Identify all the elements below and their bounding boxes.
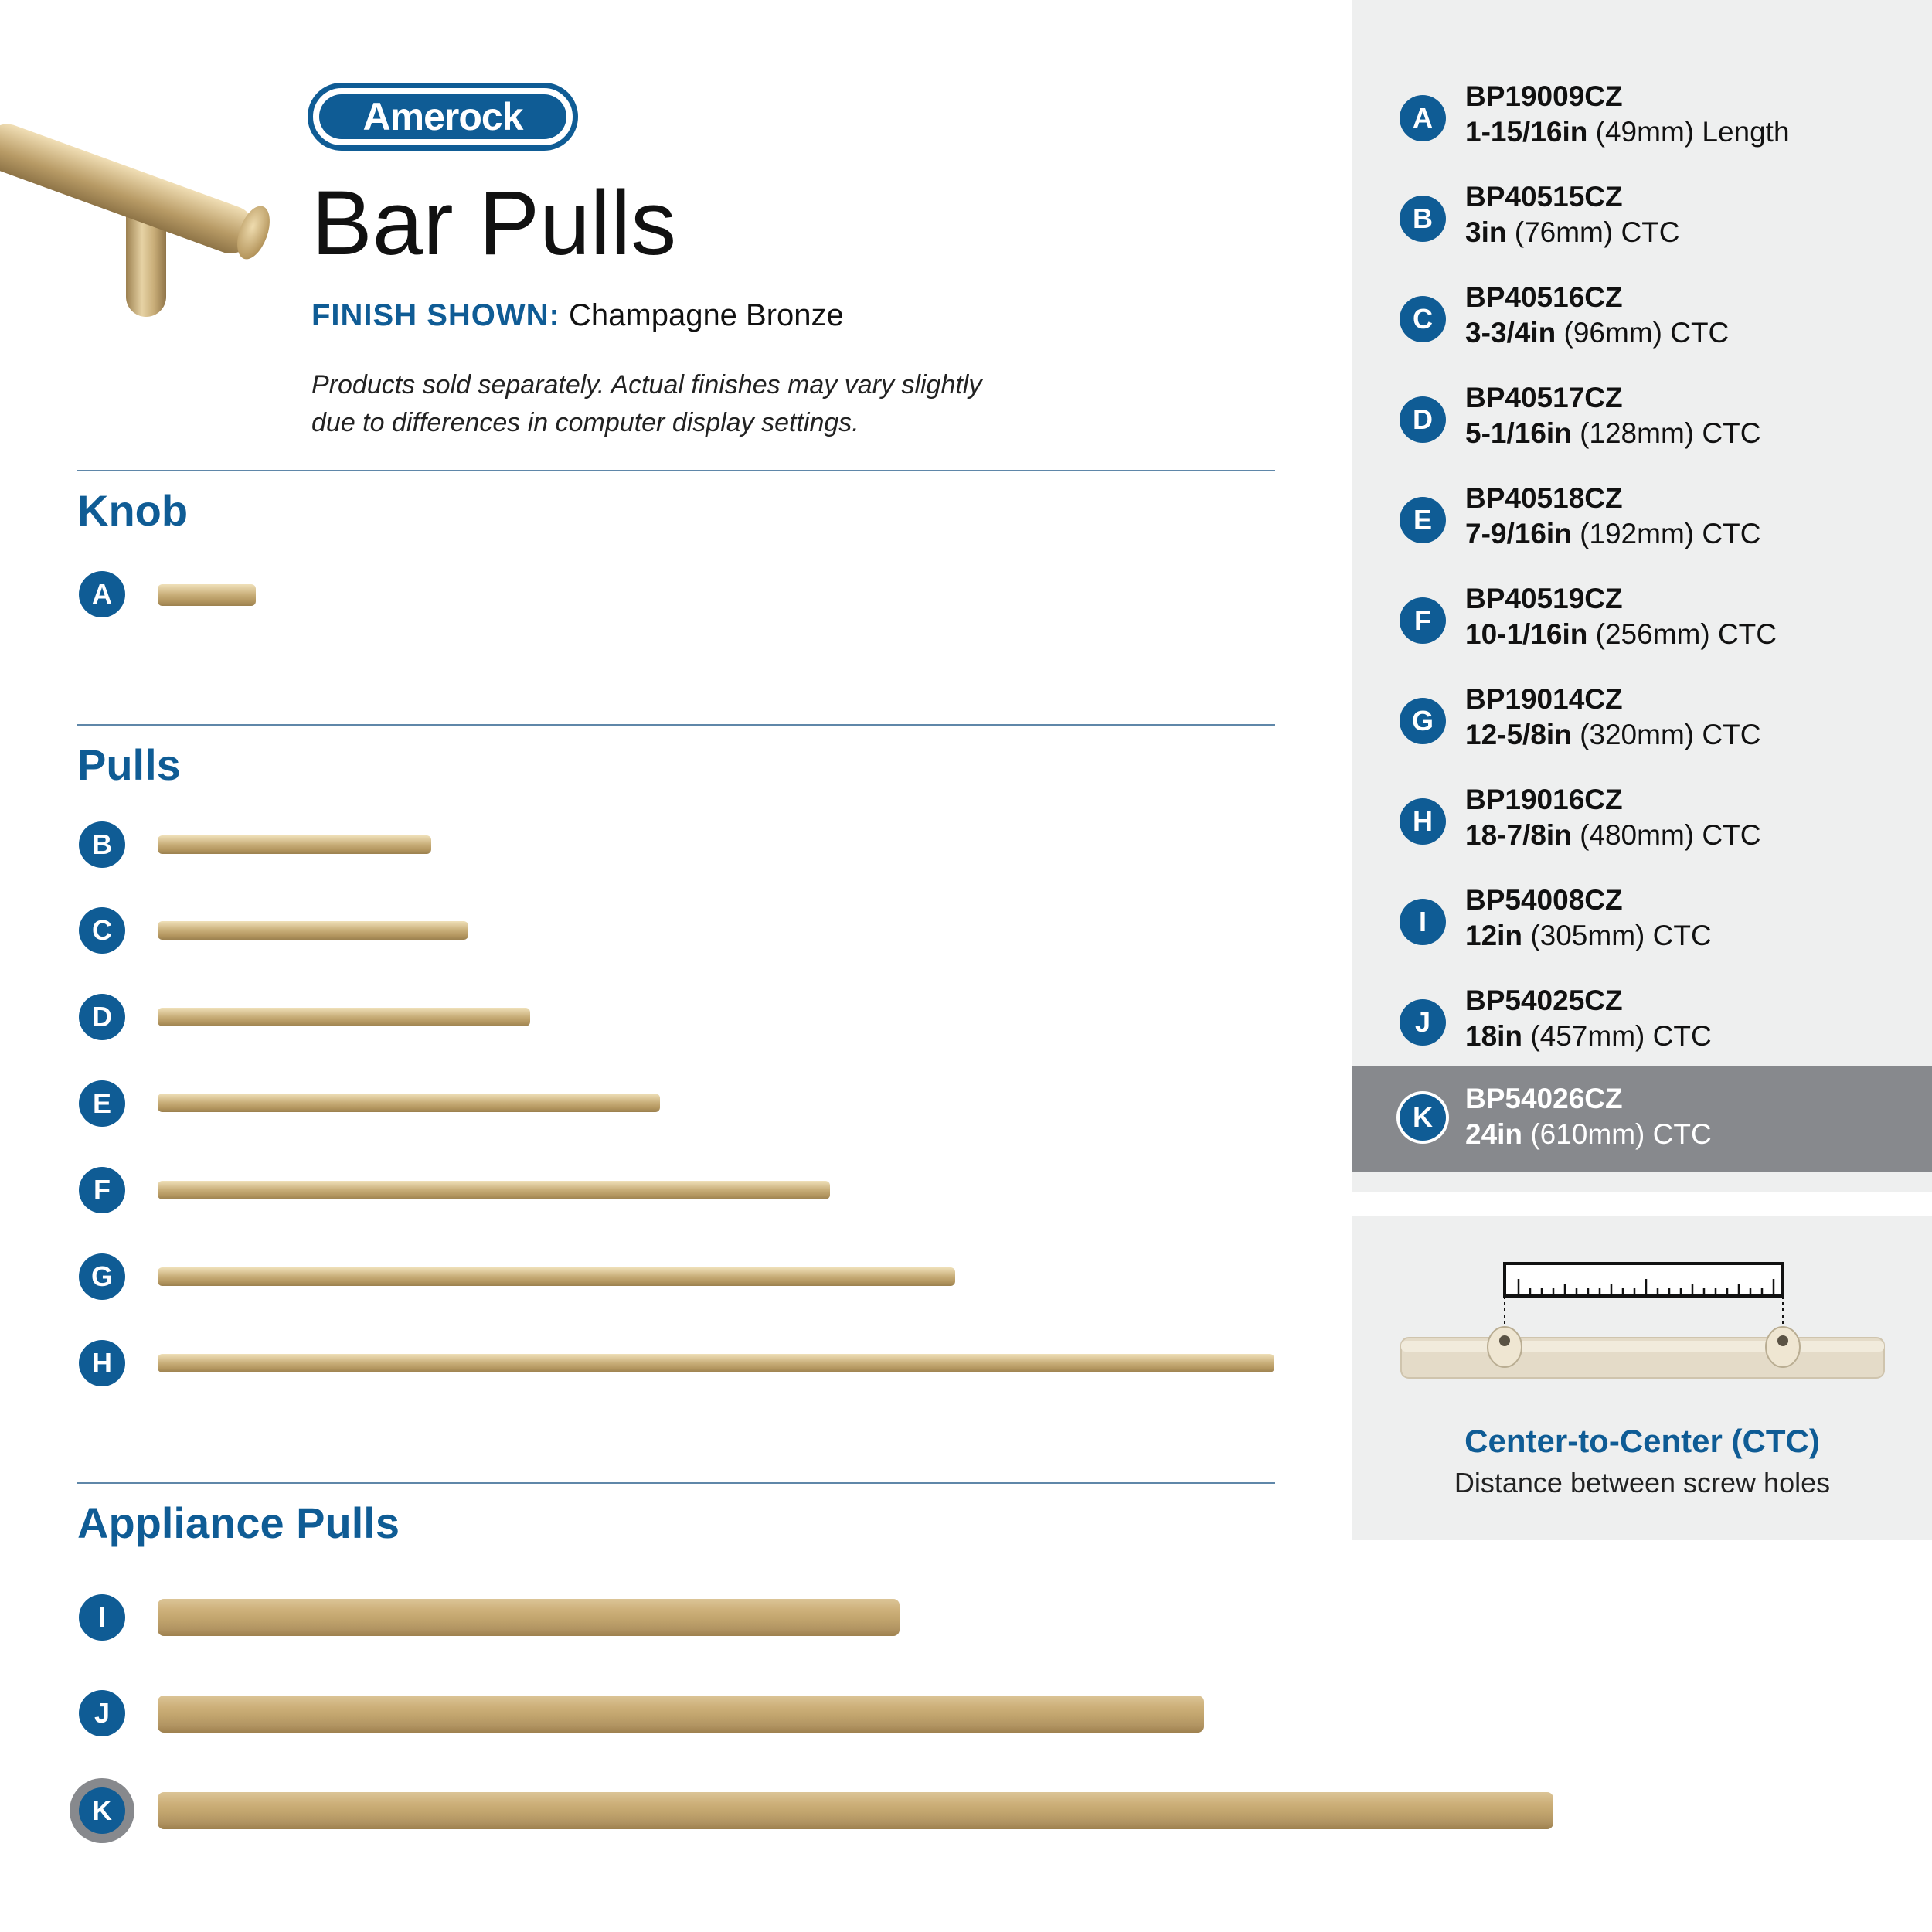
page-title: Bar Pulls bbox=[311, 172, 677, 274]
product-code: BP40519CZ bbox=[1465, 583, 1623, 614]
product-dimension: 18-7/8in (480mm) CTC bbox=[1465, 819, 1761, 851]
product-dimension: 18in (457mm) CTC bbox=[1465, 1020, 1712, 1052]
badge-j[interactable]: J bbox=[79, 1690, 125, 1736]
product-code: BP40517CZ bbox=[1465, 382, 1623, 413]
product-item-c[interactable] bbox=[1352, 270, 1932, 371]
ctc-diagram bbox=[1352, 1216, 1932, 1401]
section-divider bbox=[77, 724, 1275, 726]
product-item-b[interactable] bbox=[1352, 170, 1932, 270]
amerock-logo bbox=[308, 83, 578, 151]
note-line-2: due to differences in computer display settings. bbox=[311, 408, 859, 438]
product-bar-h[interactable] bbox=[158, 1354, 1274, 1372]
badge-d[interactable]: D bbox=[79, 994, 125, 1040]
item-badge: G bbox=[1400, 698, 1446, 744]
product-bar-j[interactable] bbox=[158, 1696, 1204, 1733]
product-dimension: 12-5/8in (320mm) CTC bbox=[1465, 719, 1761, 750]
product-item-f[interactable] bbox=[1352, 572, 1932, 672]
section-divider bbox=[77, 470, 1275, 471]
product-dimension: 12in (305mm) CTC bbox=[1465, 920, 1712, 951]
product-bar-g[interactable] bbox=[158, 1267, 955, 1286]
product-item-a[interactable] bbox=[1352, 70, 1932, 170]
product-code: BP54008CZ bbox=[1465, 884, 1623, 916]
ctc-explainer bbox=[1352, 1216, 1932, 1540]
item-badge: H bbox=[1400, 798, 1446, 845]
item-badge: I bbox=[1400, 899, 1446, 945]
product-bar-c[interactable] bbox=[158, 921, 468, 940]
badge-h[interactable]: H bbox=[79, 1340, 125, 1386]
item-badge: A bbox=[1400, 95, 1446, 141]
product-dimension: 7-9/16in (192mm) CTC bbox=[1465, 518, 1761, 549]
product-bar-b[interactable] bbox=[158, 835, 431, 854]
item-badge: J bbox=[1400, 999, 1446, 1046]
product-bar-i[interactable] bbox=[158, 1599, 900, 1636]
badge-e[interactable]: E bbox=[79, 1080, 125, 1127]
section-heading-appliance-pulls: Appliance Pulls bbox=[77, 1498, 400, 1547]
product-bar-d[interactable] bbox=[158, 1008, 530, 1026]
badge-c[interactable]: C bbox=[79, 907, 125, 954]
product-code: BP40518CZ bbox=[1465, 482, 1623, 514]
badge-i[interactable]: I bbox=[79, 1594, 125, 1641]
badge-b[interactable]: B bbox=[79, 821, 125, 868]
section-divider bbox=[77, 1482, 1275, 1484]
product-bar-f[interactable] bbox=[158, 1181, 830, 1199]
finish-line bbox=[311, 297, 844, 334]
product-bar-e[interactable] bbox=[158, 1094, 660, 1112]
product-code: BP19014CZ bbox=[1465, 683, 1623, 715]
product-code: BP54026CZ bbox=[1465, 1083, 1623, 1114]
product-dimension: 1-15/16in (49mm) Length bbox=[1465, 116, 1790, 148]
product-code: BP54025CZ bbox=[1465, 985, 1623, 1016]
product-dimension: 5-1/16in (128mm) CTC bbox=[1465, 417, 1761, 449]
note-line-1: Products sold separately. Actual finishes may vary slightly bbox=[311, 370, 982, 400]
product-bar-a[interactable] bbox=[158, 584, 256, 606]
ctc-title: Center-to-Center (CTC) bbox=[1464, 1423, 1820, 1459]
product-item-i[interactable] bbox=[1352, 873, 1932, 974]
product-code: BP40515CZ bbox=[1465, 181, 1623, 213]
product-bar-k[interactable] bbox=[158, 1792, 1553, 1829]
disclaimer-note bbox=[311, 366, 1123, 443]
product-item-j[interactable] bbox=[1352, 974, 1932, 1074]
hero-bar-post bbox=[126, 216, 166, 317]
section-heading-pulls: Pulls bbox=[77, 740, 181, 789]
badge-f[interactable]: F bbox=[79, 1167, 125, 1213]
product-item-e[interactable] bbox=[1352, 471, 1932, 572]
ruler-icon bbox=[1505, 1264, 1783, 1296]
product-code: BP19016CZ bbox=[1465, 784, 1623, 815]
item-badge: K bbox=[1400, 1094, 1446, 1141]
product-dimension: 10-1/16in (256mm) CTC bbox=[1465, 618, 1777, 650]
product-dimension: 24in (610mm) CTC bbox=[1465, 1118, 1712, 1150]
section-heading-knob: Knob bbox=[77, 486, 189, 535]
product-item-h[interactable] bbox=[1352, 773, 1932, 873]
logo-text: Amerock bbox=[362, 95, 523, 138]
badge-k[interactable]: K bbox=[79, 1787, 125, 1834]
badge-g[interactable]: G bbox=[79, 1253, 125, 1300]
product-item-d[interactable] bbox=[1352, 371, 1932, 471]
item-badge: D bbox=[1400, 396, 1446, 443]
product-code: BP40516CZ bbox=[1465, 281, 1623, 313]
ctc-subtitle: Distance between screw holes bbox=[1454, 1467, 1831, 1498]
product-item-k-selected[interactable] bbox=[1352, 1066, 1932, 1172]
product-dimension: 3-3/4in (96mm) CTC bbox=[1465, 317, 1730, 349]
item-badge: E bbox=[1400, 497, 1446, 543]
badge-a[interactable]: A bbox=[79, 571, 125, 617]
item-badge: C bbox=[1400, 296, 1446, 342]
product-dimension: 3in (76mm) CTC bbox=[1465, 216, 1680, 248]
item-badge: B bbox=[1400, 196, 1446, 242]
item-badge: F bbox=[1400, 597, 1446, 644]
product-code: BP19009CZ bbox=[1465, 80, 1623, 112]
finish-value: Champagne Bronze bbox=[569, 298, 844, 332]
finish-label: FINISH SHOWN: bbox=[311, 298, 560, 332]
product-item-g[interactable] bbox=[1352, 672, 1932, 773]
